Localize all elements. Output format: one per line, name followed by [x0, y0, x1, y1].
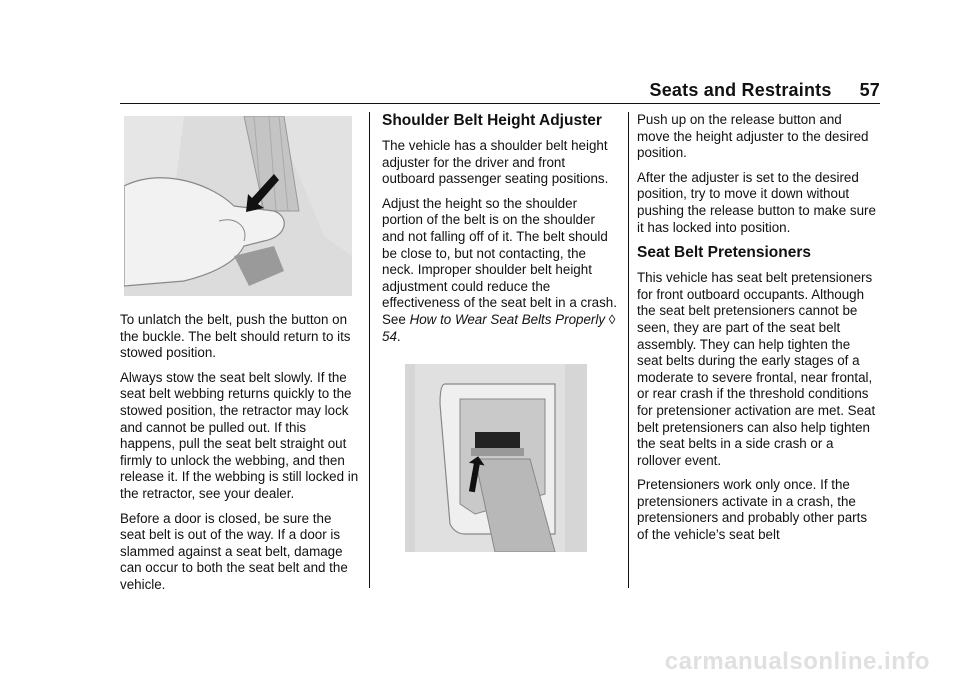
section-heading: Shoulder Belt Height Adjuster: [382, 112, 602, 129]
paragraph: Pretensioners work only once. If the pretensioners activate in a crash, the pretensioners and probably other parts of the vehicle’s seat belt: [637, 477, 868, 543]
right-column: [637, 112, 877, 552]
page-ref-icon: ◊: [608, 311, 616, 327]
paragraph: To unlatch the belt, push the button on the buckle. The belt should return to its stowed position.: [120, 312, 351, 361]
page-number: 57: [859, 80, 880, 100]
paragraph: Always stow the seat belt slowly. If the seat belt webbing returns quickly to the stowed position, the retractor may lock and cannot be pulled out. If this happens, pull the seat belt straight out firmly to unlock the webbing, and then release it. If the webbing is still locked in the retractor, see your dealer.: [120, 369, 359, 501]
paragraph: Adjust the height so the shoulder portion of the belt is on the shoulder and not falling off of it. The belt should be close to, but not contacting, the neck. Improper shoulder belt height adjustment could reduce the effectiveness of the seat belt in a crash. See How to Wear Seat Belts Properly ◊ 54.: [382, 195, 617, 344]
section-heading: Seat Belt Pretensioners: [637, 244, 812, 262]
left-column: [120, 312, 360, 602]
cross-reference-link[interactable]: How to Wear Seat Belts Properly: [409, 311, 606, 327]
paragraph: The vehicle has a shoulder belt height adjuster for the driver and front outboard passenger seating positions.: [382, 138, 609, 187]
header-rule: [120, 103, 880, 104]
height-adjuster-illustration: [405, 364, 587, 552]
section-title: Seats and Restraints: [649, 80, 832, 100]
paragraph: This vehicle has seat belt pretensioners for front outboard occupants. Although the seat belt pretensioners cannot be seen, they are part of the seat belt assembly. They can help tighten the seat belts during the early stages of a moderate to severe frontal, near frontal, or rear crash if the threshold conditions for pretensioner activation are met. Seat belt pretensioners can also help tighten the seat belts in a side crash or a rollover event.: [637, 270, 876, 468]
buckle-release-illustration: [124, 116, 352, 296]
paragraph: After the adjuster is set to the desired position, try to move it down without pushing the release button to make sure it has locked into position.: [637, 169, 876, 235]
middle-column: [382, 112, 620, 353]
page-header: [0, 80, 880, 101]
column-divider: [628, 112, 629, 588]
column-divider: [369, 112, 370, 588]
paragraph: Before a door is closed, be sure the seat belt is out of the way. If a door is slammed against a seat belt, damage can occur to both the seat belt and the vehicle.: [120, 510, 348, 592]
watermark: carmanualsonline.info: [664, 648, 930, 675]
page-ref-number[interactable]: 54: [382, 328, 397, 344]
paragraph: Push up on the release button and move the height adjuster to the desired position.: [637, 112, 869, 161]
